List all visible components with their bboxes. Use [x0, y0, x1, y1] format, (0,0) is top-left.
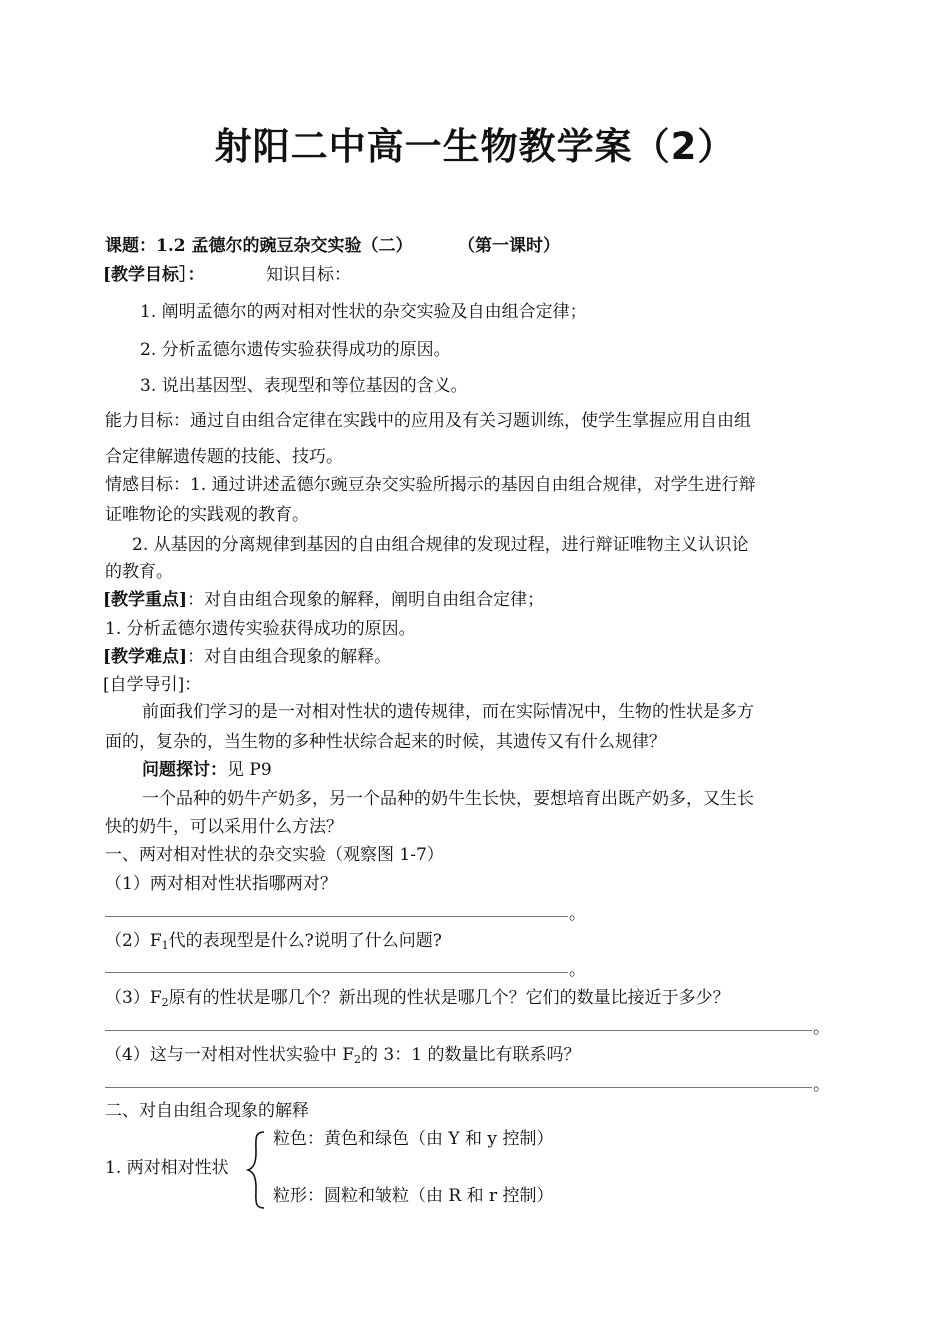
knowledge-label: 知识目标： — [266, 265, 351, 285]
answer-blank-2[interactable] — [105, 972, 568, 973]
answer-blank-4[interactable] — [105, 1087, 812, 1088]
inquiry — [142, 758, 272, 782]
inquiry-question: 一个品种的奶牛产奶多，另一个品种的奶牛生长快，要想培育出既产奶多，又生长 — [142, 789, 754, 809]
inquiry-ref: 见 P9 — [227, 760, 272, 780]
inquiry-question-cont: 快的奶牛，可以采用什么方法？ — [105, 817, 343, 837]
emotion-goal-2: 2. 从基因的分离规律到基因的自由组合规律的发现过程，进行辩证唯物主义认识论 — [132, 535, 749, 555]
self-study-para: 前面我们学习的是一对相对性状的遗传规律，而在实际情况中，生物的性状是多方 — [142, 702, 754, 722]
lesson-label: 课题： — [105, 236, 156, 256]
ability-goal: 能力目标：通过自由组合定律在实践中的应用及有关习题训练，使学生掌握应用自由组 — [105, 411, 751, 431]
emotion-goal: 情感目标：1. 通过讲述孟德尔豌豆杂交实验所揭示的基因自由组合规律，对学生进行辩 — [105, 475, 756, 495]
key-points-label: [教学重点] — [103, 590, 188, 610]
question-1: （1）两对相对性状指哪两对？ — [105, 874, 337, 894]
key-points-text: ：对自由组合现象的解释，阐明自由组合定律； — [187, 590, 545, 610]
difficulty — [103, 645, 391, 669]
question-2: $(2)F_1$代的表现型是什么?说明了什么问题? — [105, 931, 442, 952]
knowledge-item: 1. 阐明孟德尔的两对相对性状的杂交实验及自由组合定律； — [140, 302, 587, 322]
self-study-label: [自学导引]： — [103, 675, 202, 695]
emotion-goal-2-cont: 的教育。 — [105, 562, 173, 582]
difficulty-text: ：对自由组合现象的解释。 — [187, 647, 392, 667]
emotion-goal-cont: 证唯物论的实践观的教育。 — [105, 505, 309, 525]
self-study-para-cont: 面的，复杂的，当生物的多种性状综合起来的时候，其遗传又有什么规律？ — [105, 732, 666, 752]
inquiry-label: 问题探讨： — [142, 760, 227, 780]
answer-blank-3[interactable] — [105, 1030, 812, 1031]
answer-blank-1[interactable] — [105, 916, 568, 917]
section2-heading: 二、对自由组合现象的解释 — [105, 1101, 309, 1121]
lesson-name: 1.2 孟德尔的豌豆杂交实验（二） — [156, 236, 413, 256]
ability-goal-cont: 合定律解遗传题的技能、技巧。 — [105, 447, 343, 467]
knowledge-item: 3. 说出基因型、表现型和等位基因的含义。 — [140, 376, 468, 396]
lesson-period: （第一课时） — [458, 236, 560, 256]
trait-seed-color: 粒色：黄色和绿色（由 Y 和 y 控制） — [273, 1129, 554, 1149]
trait-seed-shape: 粒形：圆粒和皱粒（由 R 和 r 控制） — [273, 1186, 554, 1206]
answer-period: 。 — [569, 904, 586, 924]
page-title: 射阳二中高一生物教学案（2） — [214, 125, 736, 168]
question-3: $(3)F_2$原有的性状是哪几个？新出现的性状是哪几个？它们的数量比接近于多少？ — [105, 988, 730, 1009]
goals-label: [教学目标］： — [103, 265, 205, 285]
answer-period: 。 — [813, 1018, 830, 1038]
answer-period: 。 — [813, 1075, 830, 1095]
section1-heading: 一、两对相对性状的杂交实验（观察图 1-7） — [105, 845, 444, 865]
answer-period: 。 — [569, 960, 586, 980]
curly-brace-icon — [244, 1130, 268, 1210]
key-points-item: 1. 分析孟德尔遗传实验获得成功的原因。 — [105, 619, 416, 639]
difficulty-label: [教学难点] — [103, 647, 188, 667]
key-points — [103, 588, 544, 612]
knowledge-item: 2. 分析孟德尔遗传实验获得成功的原因。 — [140, 340, 451, 360]
question-4: （4）这与一对相对性状实验中 $F_2$的 3：1 的数量比有联系吗？ — [105, 1045, 581, 1066]
trait-pairs-label: 1. 两对相对性状 — [105, 1158, 229, 1178]
